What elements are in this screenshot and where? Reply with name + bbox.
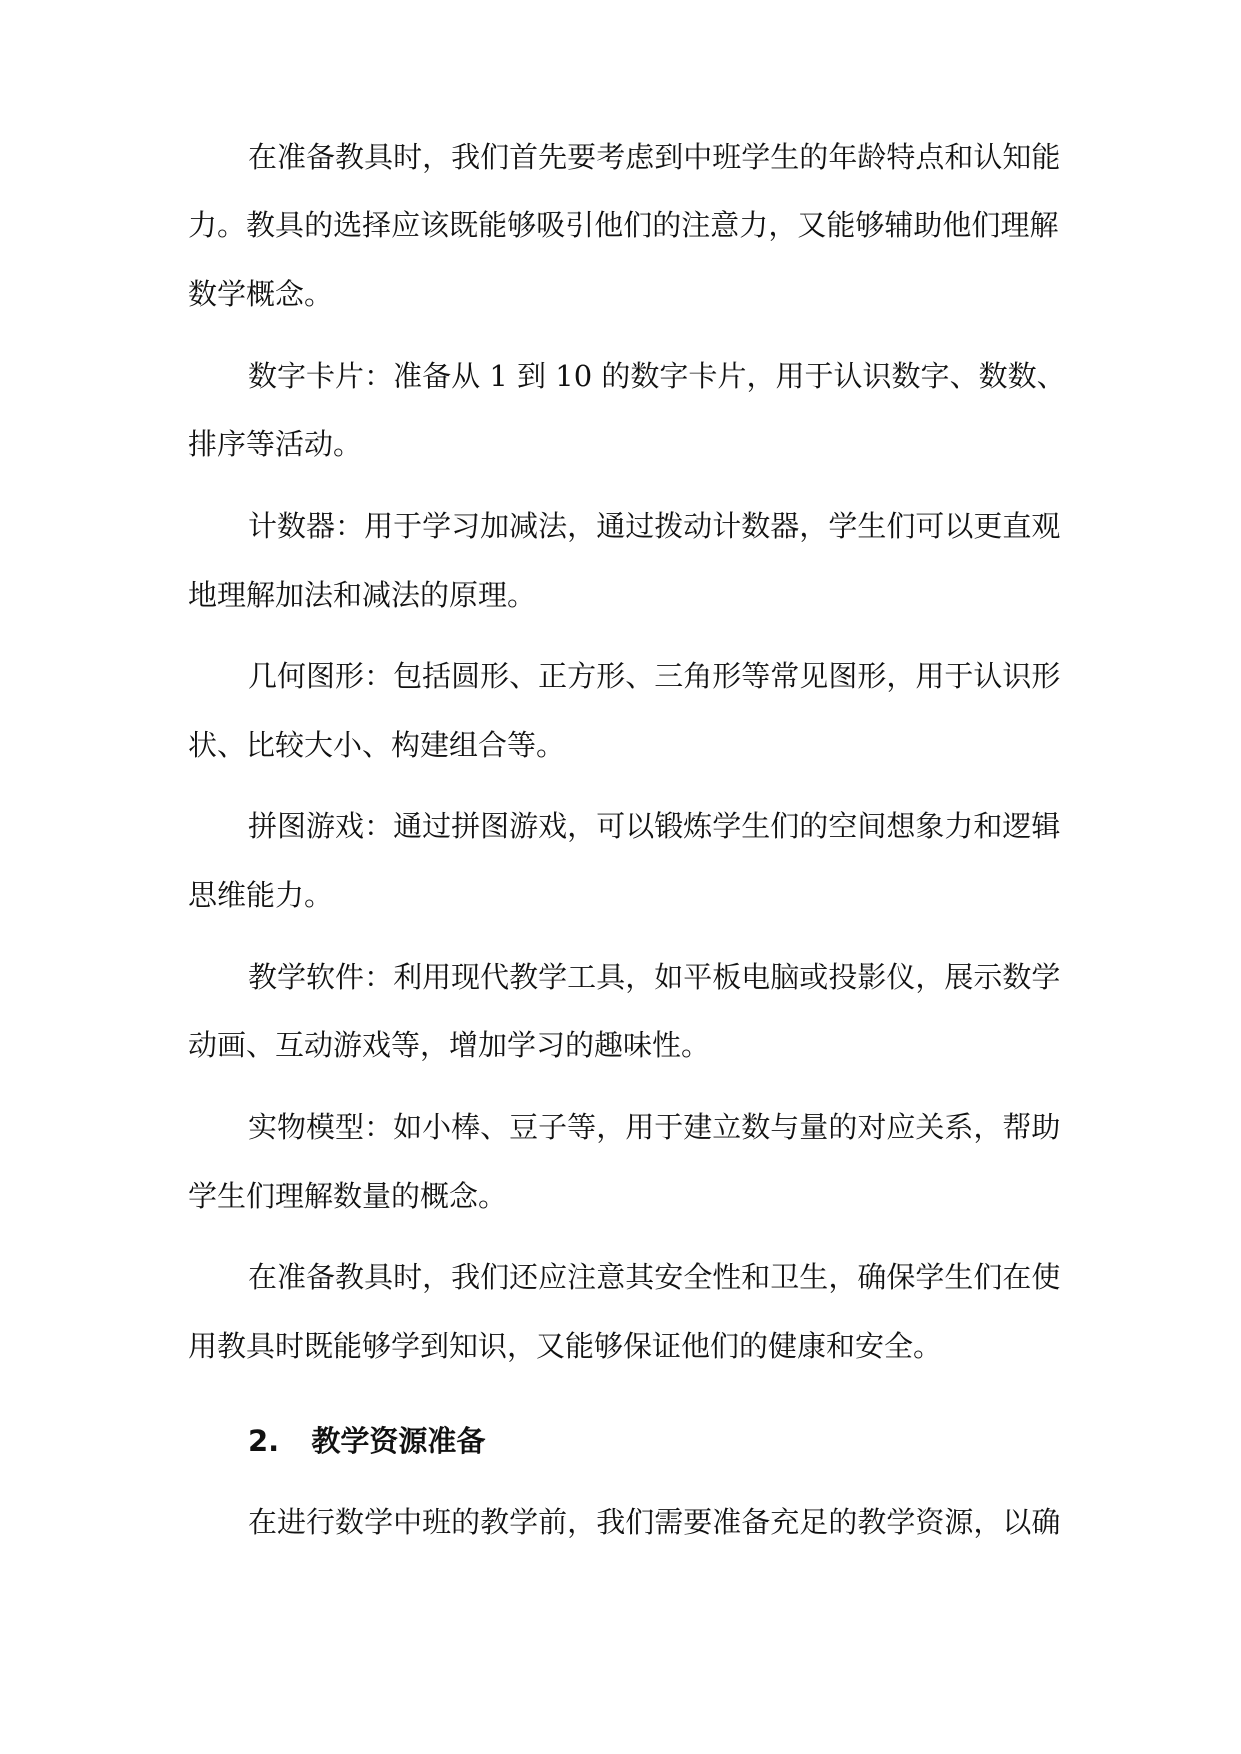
section-heading [248,1421,485,1461]
section-title: 教学资源准备 [311,1424,486,1458]
trailing-paragraph-line-1: 在 进 行 数 学 中 班 的 教 学 前 ， 我 们 需 要 准 备 充 足 的 教 学 资 源 ， 以 确 [248,1505,1061,1539]
paragraph-7-line-1: 实 物 模 型 ： 如 小 棒 、 豆 子 等 ， 用 于 建 立 数 与 量 的 对 应 关 系 ， 帮 助 [248,1110,1061,1144]
paragraph-1-line-2: 力 。 教 具 的 选 择 应 该 既 能 够 吸 引 他 们 的 注 意 力 ， 又 能 够 辅 助 他 们 理 解 [188,208,1059,242]
paragraph-6-line-2: 动画、互动游戏等，增加学习的趣味性。 [188,1028,711,1062]
paragraph-7-line-2: 学生们理解数量的概念。 [188,1179,508,1213]
paragraph-3-line-1: 计 数 器 ： 用 于 学 习 加 减 法 ， 通 过 拨 动 计 数 器 ， 学 生 们 可 以 更 直 观 [248,509,1061,543]
paragraph-2-line-1: 数 字 卡 片 ： 准 备 从 1 到 1 0 的 数 字 卡 片 ， 用 于 认 识 数 字 、 数 数 、 [248,359,1066,393]
paragraph-6-line-1: 教 学 软 件 ： 利 用 现 代 教 学 工 具 ， 如 平 板 电 脑 或 投 影 仪 ， 展 示 数 学 [248,960,1061,994]
paragraph-1-line-3: 数学概念。 [188,277,334,311]
section-number: 2. [248,1424,280,1458]
paragraph-8-line-2: 用教具时既能够学到知识，又能够保证他们的健康和安全。 [188,1329,943,1363]
paragraph-4-line-2: 状、比较大小、构建组合等。 [188,728,566,762]
paragraph-5-line-1: 拼 图 游 戏 ： 通 过 拼 图 游 戏 ， 可 以 锻 炼 学 生 们 的 空 间 想 象 力 和 逻 辑 [248,809,1061,843]
paragraph-1-line-1: 在 准 备 教 具 时 ， 我 们 首 先 要 考 虑 到 中 班 学 生 的 年 龄 特 点 和 认 知 能 [248,140,1061,174]
paragraph-2-line-2: 排序等活动。 [188,427,363,461]
paragraph-3-line-2: 地理解加法和减法的原理。 [188,578,537,612]
paragraph-5-line-2: 思维能力。 [188,878,334,912]
paragraph-4-line-1: 几 何 图 形 ： 包 括 圆 形 、 正 方 形 、 三 角 形 等 常 见 图 形 ， 用 于 认 识 形 [248,659,1061,693]
paragraph-8-line-1: 在 准 备 教 具 时 ， 我 们 还 应 注 意 其 安 全 性 和 卫 生 ， 确 保 学 生 们 在 使 [248,1260,1061,1294]
